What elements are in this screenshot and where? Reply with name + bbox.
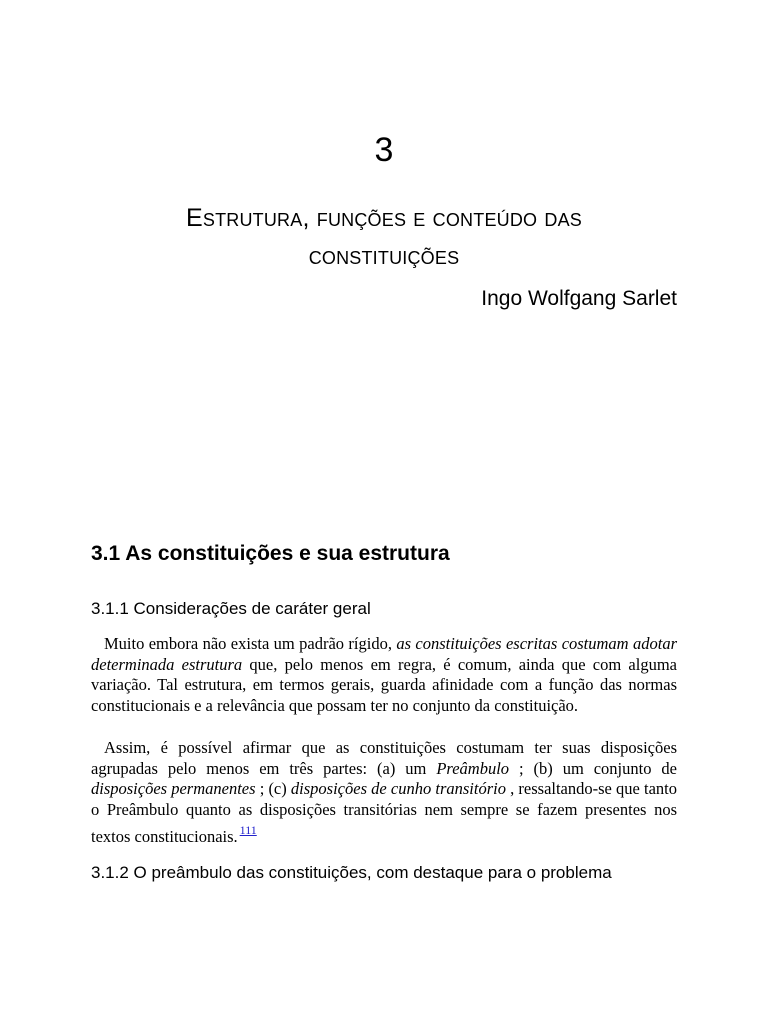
paragraph-1-text-b: que, pelo menos em regra, é comum, ainda que com alguma variação. Tal estrutura, em termos gerais, guarda afinidade com a função das normas constitucionais e a relevância que possam ter no conjunto da constituição.: [91, 654, 677, 715]
paragraph-2-emphasis-transitorio: disposições de cunho transitório: [290, 779, 506, 799]
section-heading: 3.1 As constituições e sua estrutura: [91, 542, 450, 565]
chapter-number: 3: [374, 131, 394, 169]
paragraph-2-emphasis-permanentes: disposições permanentes: [91, 779, 256, 799]
chapter-title-line-1: Estrutura, funções e conteúdo das: [185, 204, 583, 232]
author-name: Ingo Wolfgang Sarlet: [481, 287, 677, 310]
paragraph-2-text-b: ; (b) um conjunto de: [509, 758, 677, 778]
paragraph-2-text-d: , ressaltando-se que tanto o Preâmbulo quanto as disposições transitórias nem sempre se fazem presentes nos textos constitucionais.: [91, 779, 677, 847]
paragraph-2-text-c: ; (c): [255, 779, 291, 799]
paragraph-1: [91, 634, 677, 716]
paragraph-2-text-a: Assim, é possível afirmar que as constituições costumam ter suas disposições agrupadas pelo menos em três partes: (a) um: [91, 738, 677, 778]
paragraph-2-emphasis-preambulo: Preâmbulo: [436, 758, 510, 778]
subsection-heading-preamble: 3.1.2 O preâmbulo das constituições, com destaque para o problema: [91, 863, 612, 882]
footnote-link[interactable]: 111: [239, 823, 257, 838]
paragraph-1-text-a: Muito embora não exista um padrão rígido,: [104, 634, 397, 653]
subsection-heading-general: 3.1.1 Considerações de caráter geral: [91, 599, 371, 618]
paragraph-1-emphasis: as constituições escritas costumam adotar determinada estrutura: [91, 634, 677, 674]
paragraph-2: [91, 738, 677, 848]
chapter-title: [0, 199, 768, 275]
chapter-title-line-2: constituições: [308, 242, 460, 270]
